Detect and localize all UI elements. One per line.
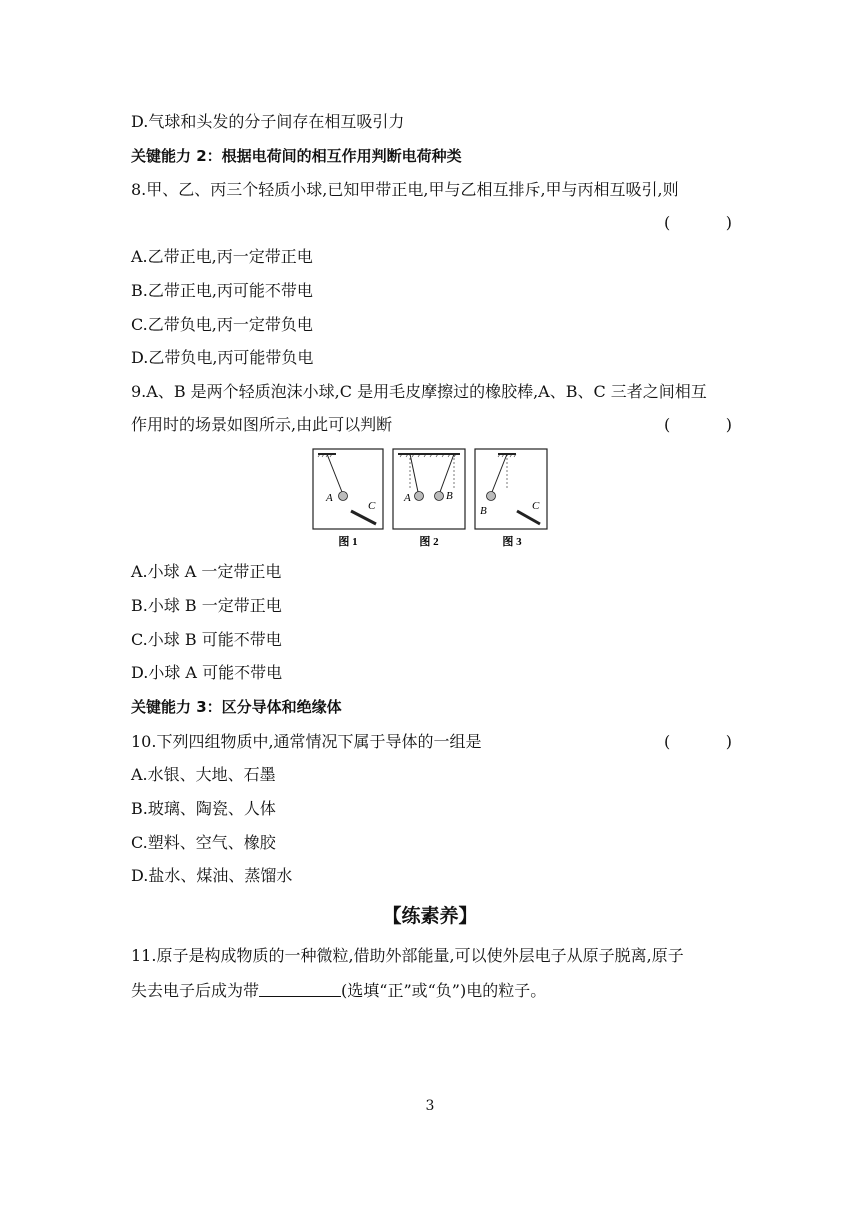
q9-option-d: D.小球 A 可能不带电	[131, 663, 283, 682]
figure-1	[313, 449, 383, 548]
q11-line1: 11.原子是构成物质的一种微粒,借助外部能量,可以使外层电子从原子脱离,原子	[131, 946, 684, 965]
q11-line2-suffix: (选填“正”或“负”)电的粒子。	[341, 981, 547, 1000]
paren-close: )	[725, 415, 732, 434]
q8-answer-bracket	[664, 212, 732, 234]
q10-answer-bracket	[664, 731, 732, 753]
q10-option-a: A.水银、大地、石墨	[131, 765, 276, 784]
q9-figure	[312, 448, 552, 552]
q11-answer-blank[interactable]	[259, 980, 341, 997]
label-b: B	[446, 490, 453, 502]
section-title: 【练素养】	[382, 905, 478, 927]
q9-option-b: B.小球 B 一定带正电	[131, 596, 282, 615]
paren-close: )	[725, 732, 732, 751]
q10-option-b: B.玻璃、陶瓷、人体	[131, 799, 276, 818]
ability3-heading: 关键能力 3：区分导体和绝缘体	[131, 698, 342, 716]
q10-option-c: C.塑料、空气、橡胶	[131, 833, 276, 852]
paren-open: (	[664, 213, 671, 232]
q9-stem-line1: 9.A、B 是两个轻质泡沫小球,C 是用毛皮摩擦过的橡胶棒,A、B、C 三者之间相互	[131, 382, 707, 401]
label-c: C	[532, 500, 540, 512]
figure-2-caption: 图 2	[419, 536, 439, 548]
q9-option-c: C.小球 B 可能不带电	[131, 630, 282, 649]
paren-open: (	[664, 415, 671, 434]
q7-option-d: D.气球和头发的分子间存在相互吸引力	[131, 112, 405, 131]
q9-answer-bracket	[664, 414, 732, 436]
label-a: A	[404, 492, 411, 504]
figure-3-caption: 图 3	[502, 536, 522, 548]
q10-option-d: D.盐水、煤油、蒸馏水	[131, 866, 293, 885]
label-a: A	[326, 492, 333, 504]
q10-stem: 10.下列四组物质中,通常情况下属于导体的一组是	[131, 732, 482, 751]
q8-option-a: A.乙带正电,丙一定带正电	[131, 247, 313, 266]
figure-2	[393, 449, 465, 548]
ability2-heading: 关键能力 2：根据电荷间的相互作用判断电荷种类	[131, 147, 462, 165]
paren-close: )	[725, 213, 732, 232]
figure-3	[475, 449, 547, 548]
q9-stem-line2: 作用时的场景如图所示,由此可以判断	[131, 415, 393, 434]
q9-option-a: A.小球 A 一定带正电	[131, 562, 282, 581]
q8-option-d: D.乙带负电,丙可能带负电	[131, 348, 314, 367]
paren-open: (	[664, 732, 671, 751]
q8-option-b: B.乙带正电,丙可能不带电	[131, 281, 313, 300]
label-b: B	[480, 505, 487, 517]
q8-stem: 8.甲、乙、丙三个轻质小球,已知甲带正电,甲与乙相互排斥,甲与丙相互吸引,则	[131, 180, 679, 199]
figure-1-caption: 图 1	[338, 536, 358, 548]
label-c: C	[368, 500, 376, 512]
page-number: 3	[425, 1098, 435, 1114]
q11-line2-prefix: 失去电子后成为带	[131, 981, 260, 1000]
q8-option-c: C.乙带负电,丙一定带负电	[131, 315, 313, 334]
q11-line2	[131, 980, 546, 1002]
